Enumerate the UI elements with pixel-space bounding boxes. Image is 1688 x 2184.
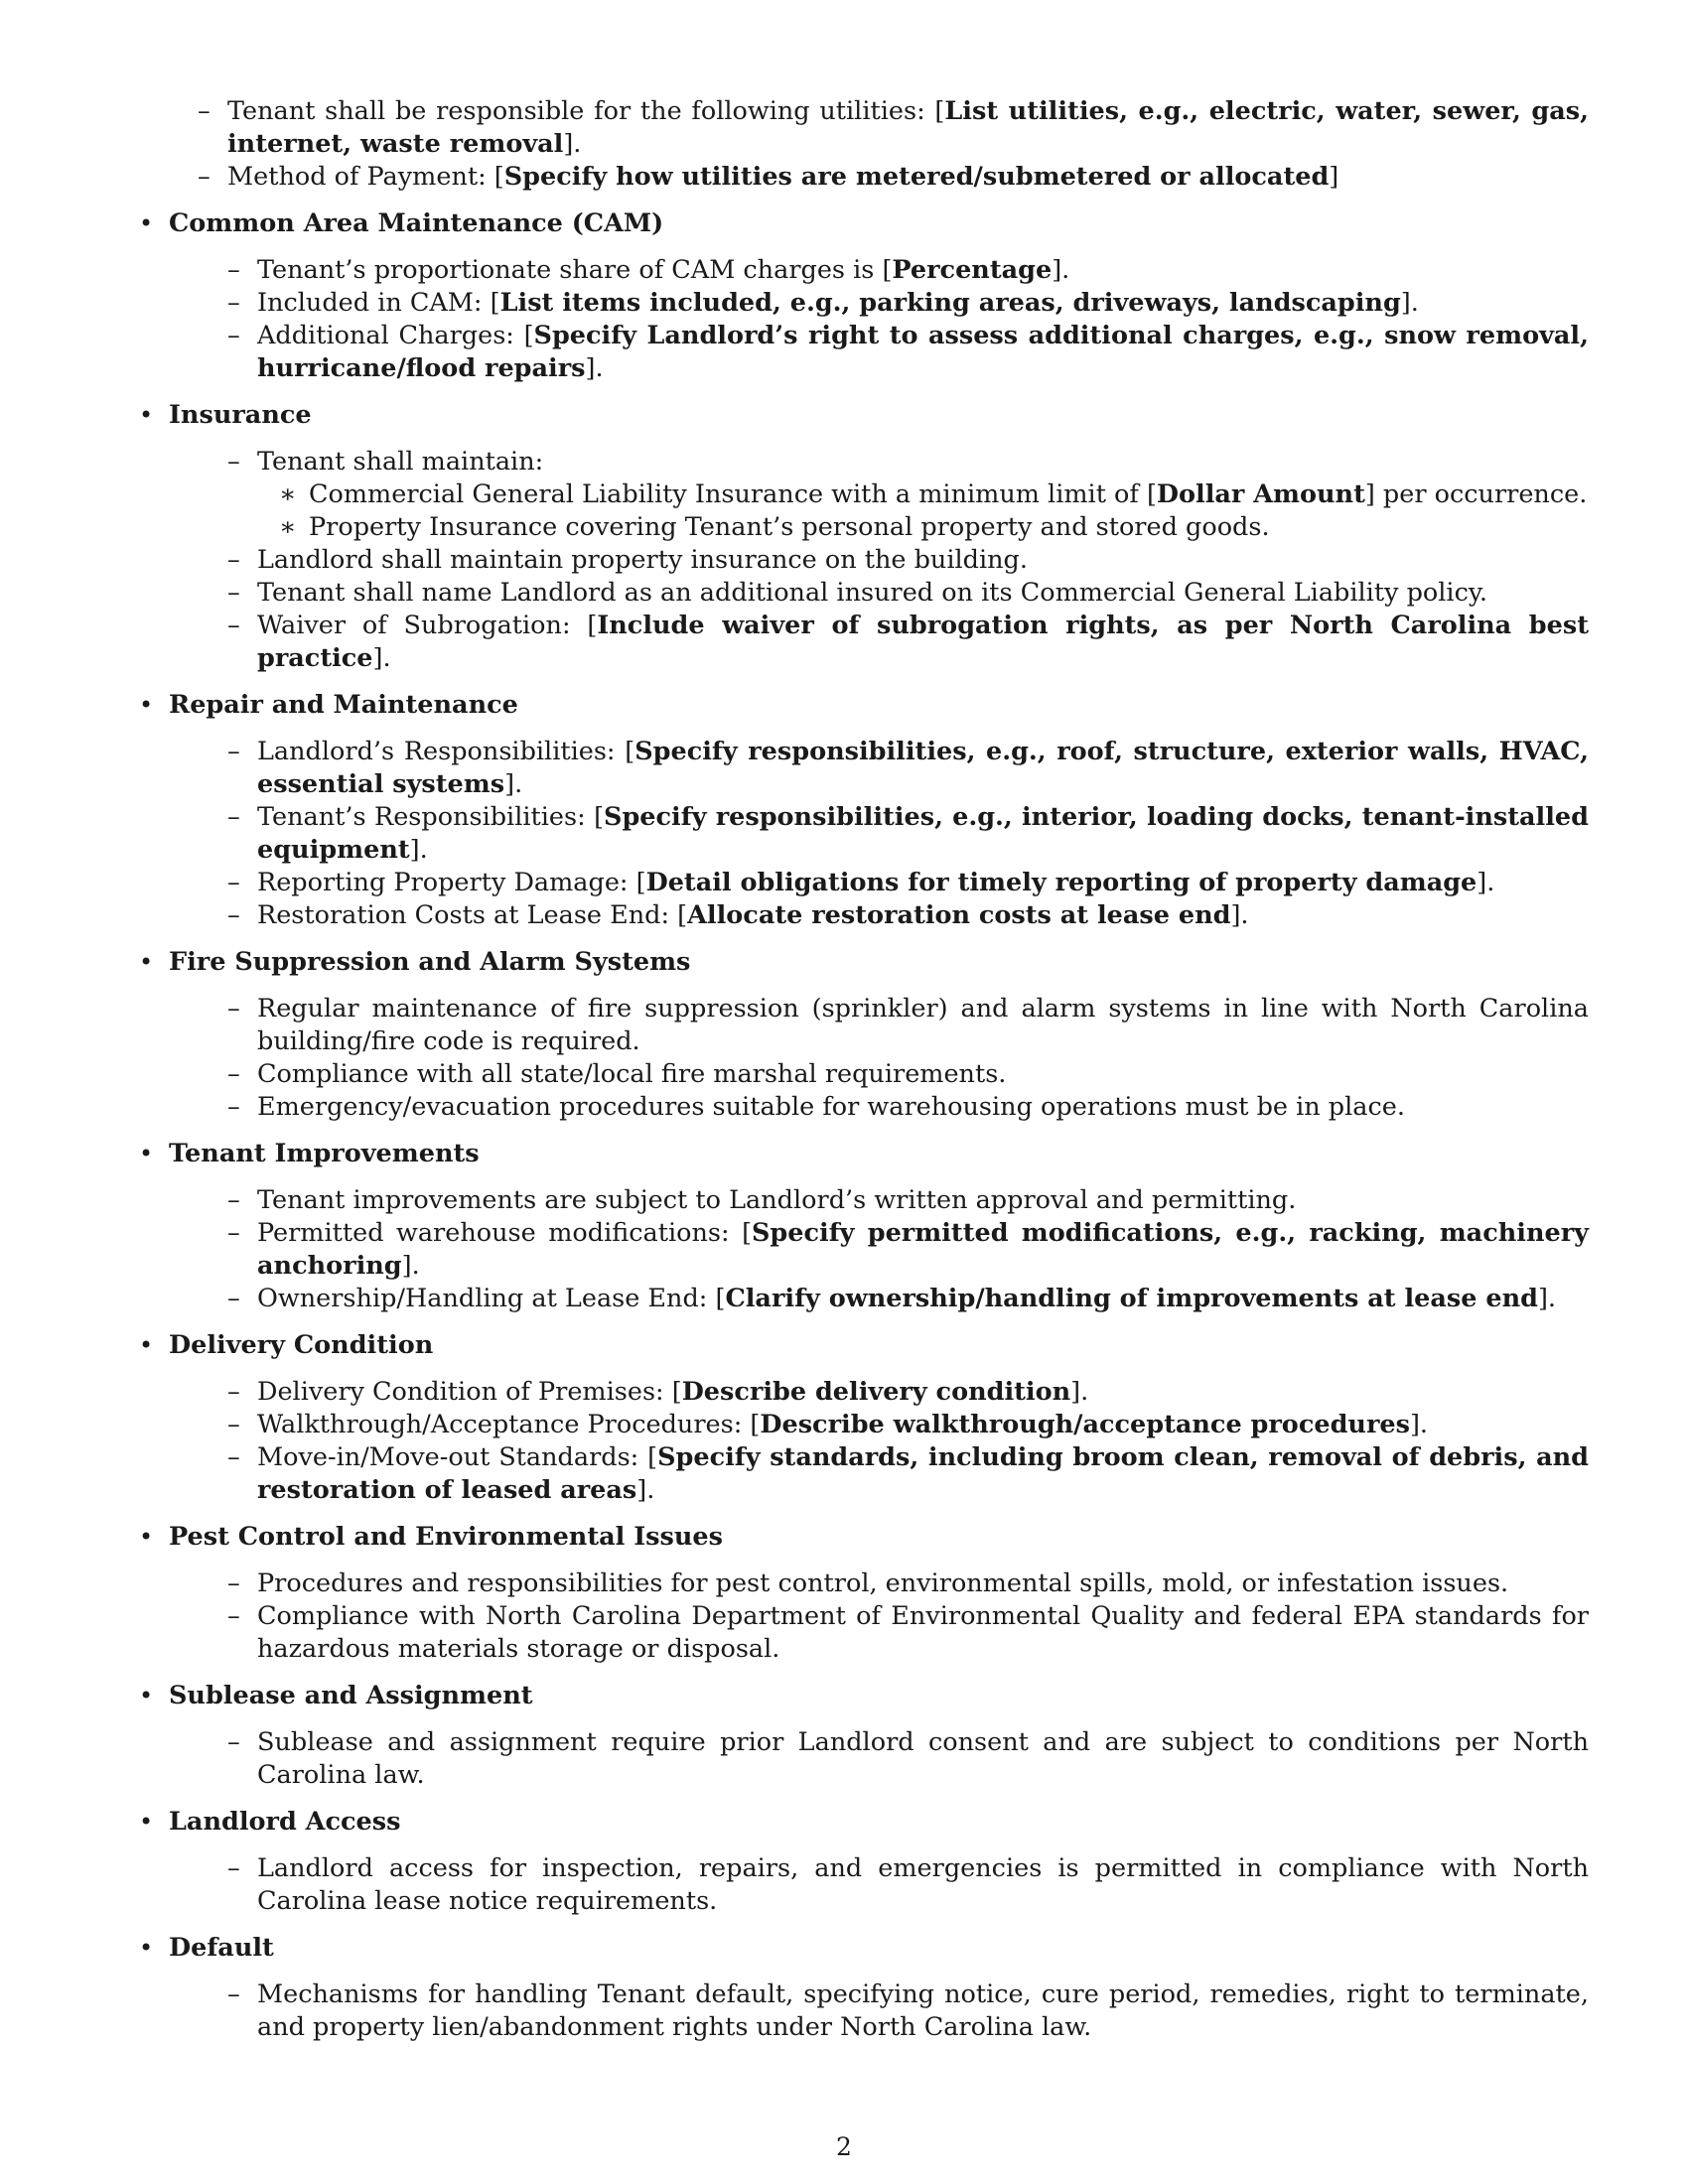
section-access xyxy=(139,1806,1589,1918)
list-item xyxy=(198,95,1589,161)
section-default xyxy=(139,1932,1589,2044)
section-cam xyxy=(139,207,1589,385)
list-item xyxy=(227,320,1589,385)
item-text: Tenant shall maintain: xyxy=(257,447,544,477)
item-text: Sublease and assignment require prior Landlord consent and are subject to conditions per North Carolina law. xyxy=(257,1727,1589,1790)
nested-list-item xyxy=(279,511,1589,544)
section-heading: • Common Area Maintenance (CAM) xyxy=(169,208,664,238)
placeholder-text: Specify standards, including broom clean, removal of debris, and restoration of leased areas xyxy=(257,1442,1589,1505)
list-item xyxy=(227,993,1589,1058)
placeholder-text: List items included, e.g., parking areas, driveways, landscaping xyxy=(499,288,1401,318)
list-item xyxy=(227,287,1589,320)
item-text: ]. xyxy=(372,643,391,673)
placeholder-text: Specify how utilities are metered/submetered or allocated xyxy=(503,162,1330,192)
section-heading: • Landlord Access xyxy=(169,1807,401,1837)
section-pest xyxy=(139,1521,1589,1666)
item-text: Landlord’s Responsibilities: [ xyxy=(257,737,635,766)
placeholder-text: Percentage xyxy=(892,255,1053,285)
placeholder-text: Specify responsibilities, e.g., roof, structure, exterior walls, HVAC, essential systems xyxy=(257,737,1590,799)
item-text: ]. xyxy=(1537,1284,1557,1313)
item-text: Permitted warehouse modifications: [ xyxy=(257,1218,753,1248)
item-text: ]. xyxy=(401,1251,420,1281)
list-item xyxy=(227,1568,1589,1600)
placeholder-text: Dollar Amount xyxy=(1156,479,1365,509)
item-text: Tenant shall name Landlord as an additional insured on its Commercial General Liability policy. xyxy=(257,578,1487,608)
item-text: Compliance with North Carolina Department of Environmental Quality and federal EPA standards for hazardous materials storage or disposal. xyxy=(257,1601,1589,1664)
item-text: ]. xyxy=(636,1475,655,1505)
item-text: ]. xyxy=(1070,1377,1089,1407)
item-text: Method of Payment: [ xyxy=(227,162,504,192)
placeholder-text: Include waiver of subrogation rights, as per North Carolina best practice xyxy=(257,611,1589,673)
item-text: Commercial General Liability Insurance with a minimum limit of [ xyxy=(309,479,1157,509)
section-heading: • Insurance xyxy=(169,400,312,430)
list-item xyxy=(227,1184,1589,1217)
list-item xyxy=(227,1726,1589,1792)
item-text: Tenant shall be responsible for the following utilities: [ xyxy=(227,96,945,126)
item-text: ] per occurrence. xyxy=(1364,479,1588,509)
section-heading: • Pest Control and Environmental Issues xyxy=(169,1522,723,1552)
item-text: ]. xyxy=(1409,1410,1429,1439)
item-text: Delivery Condition of Premises: [ xyxy=(257,1377,682,1407)
section-fire xyxy=(139,946,1589,1124)
list-item xyxy=(227,544,1589,577)
item-text: ]. xyxy=(409,835,428,865)
section-heading: • Fire Suppression and Alarm Systems xyxy=(169,947,691,977)
placeholder-text: Specify permitted modifications, e.g., racking, machinery anchoring xyxy=(257,1218,1589,1281)
list-item xyxy=(227,1852,1589,1918)
item-text: ] xyxy=(1329,162,1339,192)
nested-list xyxy=(279,478,1589,544)
item-text: ]. xyxy=(1477,868,1495,897)
item-text: Tenant’s Responsibilities: [ xyxy=(257,802,605,832)
list-item xyxy=(227,801,1589,867)
placeholder-text: Specify responsibilities, e.g., interior, loading docks, tenant-installed equipment xyxy=(257,802,1589,865)
list-item xyxy=(227,1376,1589,1409)
list-item xyxy=(227,736,1589,801)
item-text: Landlord shall maintain property insurance on the building. xyxy=(257,545,1028,575)
item-text: Ownership/Handling at Lease End: [ xyxy=(257,1284,726,1313)
item-text: Procedures and responsibilities for pest control, environmental spills, mold, or infestation issues. xyxy=(257,1569,1509,1598)
section-sublease xyxy=(139,1680,1589,1792)
item-text: Reporting Property Damage: [ xyxy=(257,868,646,897)
section-improvements xyxy=(139,1138,1589,1315)
list-item xyxy=(227,1979,1589,2044)
list-item xyxy=(227,577,1589,610)
section-items xyxy=(227,736,1589,932)
section-items xyxy=(227,1568,1589,1666)
section-items xyxy=(227,1852,1589,1918)
item-text: Property Insurance covering Tenant’s personal property and stored goods. xyxy=(309,512,1270,542)
section-items xyxy=(227,446,1589,675)
section-repair xyxy=(139,689,1589,932)
placeholder-text: Detail obligations for timely reporting of property damage xyxy=(645,868,1477,897)
section-delivery xyxy=(139,1329,1589,1507)
section-heading: • Repair and Maintenance xyxy=(169,690,518,720)
placeholder-text: Clarify ownership/handling of improvements at lease end xyxy=(725,1284,1538,1313)
item-text: Restoration Costs at Lease End: [ xyxy=(257,900,688,930)
list-item xyxy=(227,610,1589,675)
placeholder-text: Describe delivery condition xyxy=(681,1377,1071,1407)
item-text: Additional Charges: [ xyxy=(257,321,534,350)
item-text: ]. xyxy=(563,129,582,159)
section-heading: • Delivery Condition xyxy=(169,1330,434,1360)
placeholder-text: Allocate restoration costs at lease end xyxy=(687,900,1231,930)
item-text: ]. xyxy=(585,353,604,383)
continued-utilities-list xyxy=(198,95,1589,194)
item-text: Compliance with all state/local fire marshal requirements. xyxy=(257,1059,1007,1089)
list-item xyxy=(227,1217,1589,1283)
section-items xyxy=(227,993,1589,1124)
item-text: Included in CAM: [ xyxy=(257,288,500,318)
list-item xyxy=(227,1091,1589,1124)
item-text: Walkthrough/Acceptance Procedures: [ xyxy=(257,1410,761,1439)
list-item xyxy=(227,899,1589,932)
section-items xyxy=(227,1979,1589,2044)
item-text: ]. xyxy=(1052,255,1070,285)
item-text: Tenant improvements are subject to Landlord’s written approval and permitting. xyxy=(257,1185,1297,1215)
document-body xyxy=(139,95,1589,2058)
section-items xyxy=(227,254,1589,385)
list-item xyxy=(227,1283,1589,1315)
list-item xyxy=(227,1600,1589,1666)
placeholder-text: Specify Landlord’s right to assess additional charges, e.g., snow removal, hurricane/flood repairs xyxy=(257,321,1589,383)
item-text: Mechanisms for handling Tenant default, specifying notice, cure period, remedies, right to terminate, and property lien/abandonment rights under North Carolina law. xyxy=(257,1979,1589,2042)
section-heading: • Tenant Improvements xyxy=(169,1139,480,1168)
lease-sections-list xyxy=(139,207,1589,2044)
list-item xyxy=(227,1409,1589,1441)
page-number: 2 xyxy=(836,2132,852,2161)
section-heading: • Sublease and Assignment xyxy=(169,1681,533,1710)
item-text: Emergency/evacuation procedures suitable for warehousing operations must be in place. xyxy=(257,1092,1405,1122)
section-items xyxy=(227,1184,1589,1315)
item-text: ]. xyxy=(1230,900,1249,930)
placeholder-text: List utilities, e.g., electric, water, sewer, gas, internet, waste removal xyxy=(227,96,1589,159)
item-text: ]. xyxy=(1400,288,1419,318)
section-items xyxy=(227,1376,1589,1507)
item-text: ]. xyxy=(504,769,523,799)
placeholder-text: Describe walkthrough/acceptance procedures xyxy=(760,1410,1410,1439)
list-item xyxy=(227,254,1589,287)
section-items xyxy=(227,1726,1589,1792)
item-text: Landlord access for inspection, repairs, and emergencies is permitted in compliance with North Carolina lease notice requirements. xyxy=(257,1853,1589,1916)
list-item xyxy=(227,1441,1589,1507)
item-text: Waiver of Subrogation: [ xyxy=(257,611,598,640)
section-insurance xyxy=(139,399,1589,675)
section-heading: • Default xyxy=(169,1933,274,1963)
item-text: Regular maintenance of fire suppression (sprinkler) and alarm systems in line with North Carolina building/fire code is required. xyxy=(257,994,1589,1056)
nested-list-item xyxy=(279,478,1589,511)
list-item xyxy=(198,161,1589,194)
list-item xyxy=(227,867,1589,899)
item-text: Tenant’s proportionate share of CAM charges is [ xyxy=(257,255,893,285)
list-item xyxy=(227,446,1589,544)
list-item xyxy=(227,1058,1589,1091)
item-text: Move-in/Move-out Standards: [ xyxy=(257,1442,658,1472)
